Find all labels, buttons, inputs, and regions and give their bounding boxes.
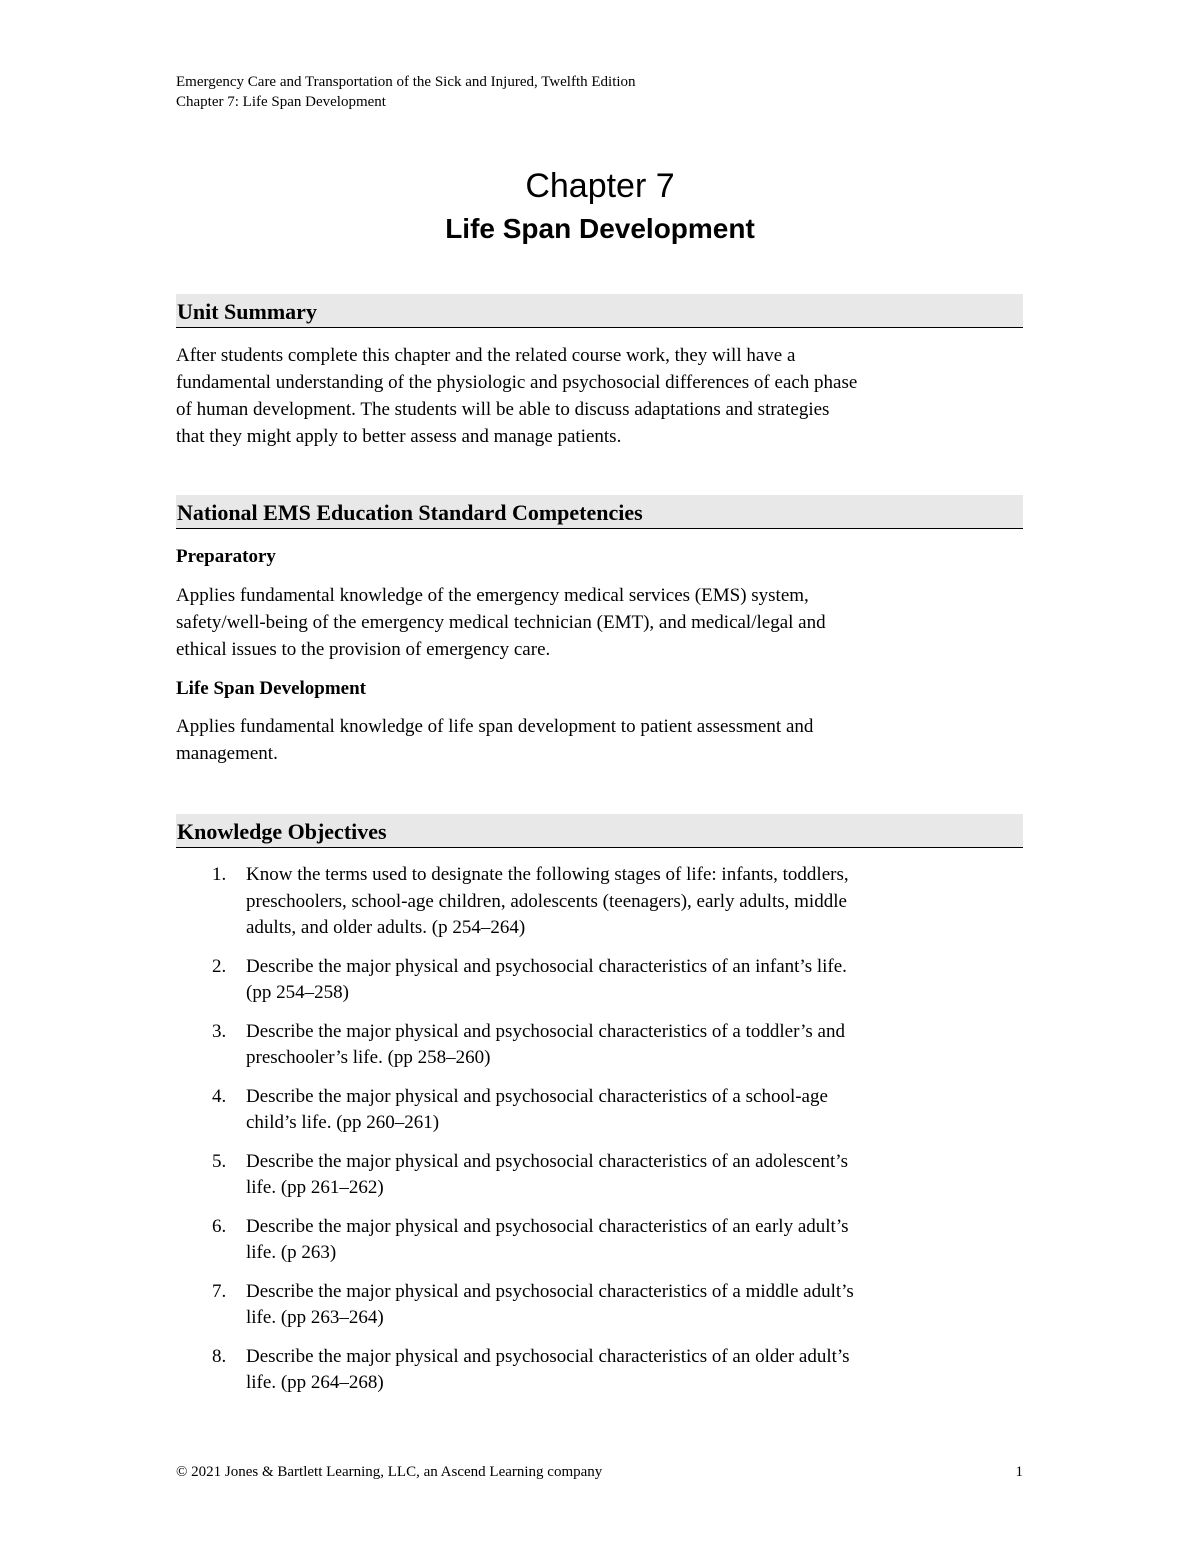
text-line: life. (pp 264–268) <box>246 1372 384 1393</box>
text-line: Describe the major physical and psychosocial characteristics of an older adult’s <box>246 1345 850 1367</box>
list-item <box>176 1279 1026 1332</box>
text-line: child’s life. (pp 260–261) <box>246 1112 440 1133</box>
list-number: 4. <box>212 1085 227 1107</box>
text-line: Describe the major physical and psychosocial characteristics of an early adult’s <box>246 1215 849 1237</box>
text-line: preschoolers, school-age children, adolescents (teenagers), early adults, middle <box>246 890 847 912</box>
list-item <box>176 1084 1026 1137</box>
list-number: 1. <box>212 864 227 885</box>
life-span-subheading: Life Span Development <box>176 678 366 699</box>
list-number: 2. <box>212 955 227 977</box>
page-number: 1 <box>1015 1464 1023 1480</box>
page-footer <box>176 1462 1023 1482</box>
text-line: preschooler’s life. (pp 258–260) <box>246 1047 491 1068</box>
unit-summary-heading: Unit Summary <box>176 294 1023 328</box>
text-line: management. <box>176 743 278 764</box>
text-line: that they might apply to better assess and manage patients. <box>176 426 622 447</box>
text-line: Describe the major physical and psychosocial characteristics of a school-age <box>246 1085 828 1107</box>
chapter-subtitle: Life Span Development <box>445 213 755 244</box>
text-line: life. (pp 261–262) <box>246 1177 384 1198</box>
text-line: safety/well-being of the emergency medical technician (EMT), and medical/legal and <box>176 612 826 633</box>
list-item <box>176 1214 1026 1267</box>
text-line: Know the terms used to designate the following stages of life: infants, toddlers, <box>246 864 849 885</box>
book-title: Emergency Care and Transportation of the Sick and Injured, Twelfth Edition <box>176 74 636 90</box>
text-line: life. (pp 263–264) <box>246 1307 384 1328</box>
list-number: 3. <box>212 1020 227 1042</box>
text-line: Describe the major physical and psychosocial characteristics of an adolescent’s <box>246 1150 848 1172</box>
running-header <box>176 72 636 112</box>
chapter-title: Chapter 7 <box>525 167 675 205</box>
text-line: Describe the major physical and psychosocial characteristics of a toddler’s and <box>246 1020 845 1042</box>
text-line: Applies fundamental knowledge of the emergency medical services (EMS) system, <box>176 585 809 606</box>
list-number: 8. <box>212 1345 227 1367</box>
text-line: Applies fundamental knowledge of life span development to patient assessment and <box>176 716 814 737</box>
list-item <box>176 1019 1026 1072</box>
chapter-line: Chapter 7: Life Span Development <box>176 94 386 110</box>
list-number: 7. <box>212 1280 227 1302</box>
list-number: 6. <box>212 1215 227 1237</box>
life-span-text <box>176 713 1036 767</box>
list-item <box>176 1344 1026 1397</box>
preparatory-text <box>176 582 1036 663</box>
list-number: 5. <box>212 1150 227 1172</box>
text-line: Describe the major physical and psychosocial characteristics of a middle adult’s <box>246 1280 854 1302</box>
copyright-text: © 2021 Jones & Bartlett Learning, LLC, an Ascend Learning company <box>176 1464 603 1480</box>
list-item <box>176 1149 1026 1202</box>
text-line: Describe the major physical and psychosocial characteristics of an infant’s life. <box>246 955 847 977</box>
unit-summary-text <box>176 342 1036 450</box>
text-line: of human development. The students will be able to discuss adaptations and strategies <box>176 399 830 420</box>
text-line: life. (p 263) <box>246 1242 337 1263</box>
competencies-heading: National EMS Education Standard Competencies <box>176 495 1023 529</box>
text-line: (pp 254–258) <box>246 982 349 1003</box>
text-line: After students complete this chapter and the related course work, they will have a <box>176 345 796 366</box>
text-line: fundamental understanding of the physiologic and psychosocial differences of each phase <box>176 372 858 393</box>
list-item <box>176 862 1026 942</box>
objectives-list <box>176 862 1026 1409</box>
knowledge-objectives-heading: Knowledge Objectives <box>176 814 1023 848</box>
text-line: ethical issues to the provision of emergency care. <box>176 639 551 660</box>
text-line: adults, and older adults. (p 254–264) <box>246 917 526 938</box>
preparatory-subheading: Preparatory <box>176 546 276 567</box>
list-item <box>176 954 1026 1007</box>
